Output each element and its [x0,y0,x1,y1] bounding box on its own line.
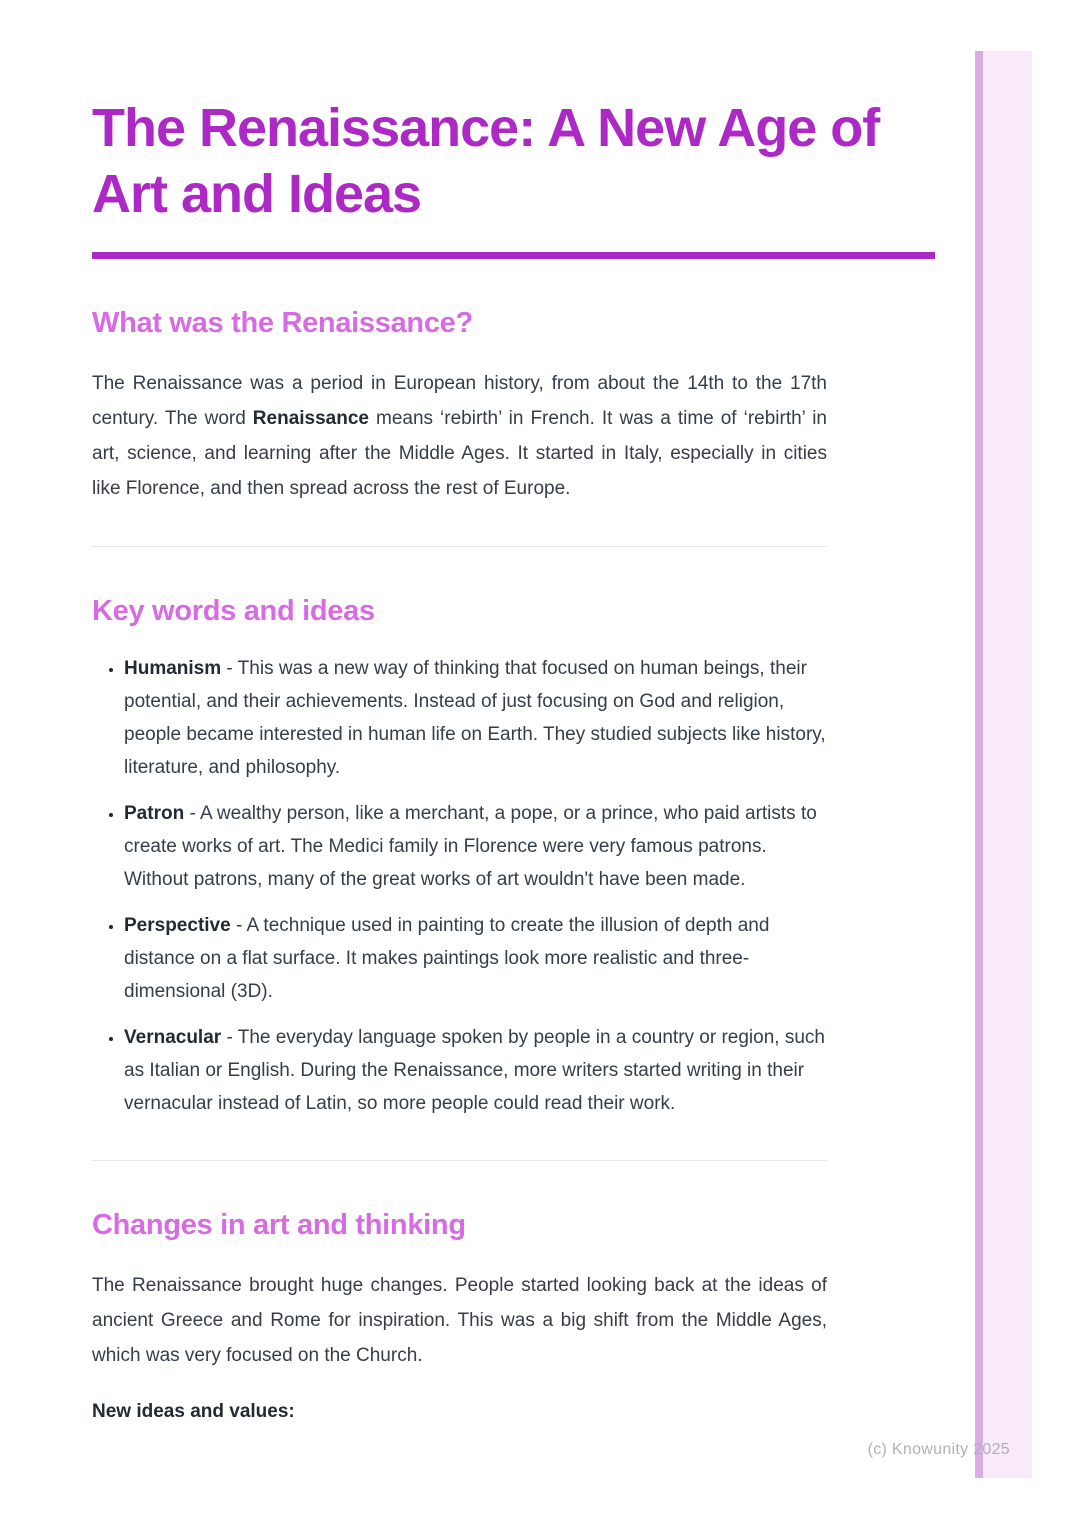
intro-paragraph [92,366,827,506]
section-keywords [92,595,935,1120]
list-item-perspective [124,909,827,1008]
list-item-vernacular [124,1021,827,1120]
intro-bold-term: Renaissance [252,407,369,429]
title-rule [92,252,935,259]
keyword-list [92,652,827,1120]
keyword-text: - A wealthy person, like a merchant, a pope, or a prince, who paid artists to create works of art. The Medici family in Florence were very famous patrons. Without patrons, many of the great works of art wouldn't have been made. [124,802,817,890]
section-intro [92,307,935,506]
list-item-humanism [124,652,827,784]
keyword-text: - The everyday language spoken by people in a country or region, such as Italian or English. During the Renaissance, more writers started writing in their vernacular instead of Latin, so more people could read their work. [124,1026,825,1114]
section-heading-intro: What was the Renaissance? [92,306,473,339]
section-divider-1 [92,546,827,547]
watermark: (c) Knowunity 2025 [867,1441,1010,1458]
section-changes [92,1209,935,1428]
side-stripe [975,51,1032,1478]
list-item-patron [124,797,827,896]
keyword-term: Patron [124,802,185,824]
section-heading-changes: Changes in art and thinking [92,1208,466,1241]
keyword-term: Humanism [124,657,222,679]
section-divider-2 [92,1160,827,1161]
intro-text-after: means ‘rebirth’ in French. It was a time of ‘rebirth’ in art, science, and learning after the Middle Ages. It started in Italy, especially in cities like Florence, and then spread across the rest of Europe. [92,407,827,499]
section-heading-keywords: Key words and ideas [92,594,375,627]
keyword-term: Perspective [124,914,231,936]
intro-text-before: The Renaissance was a period in European history, from about the 14th to the 17th century. The word [92,372,827,429]
keyword-text: - This was a new way of thinking that focused on human beings, their potential, and their achievements. Instead of just focusing on God and religion, people became interested in human life on Earth. They studied subjects like history, literature, and philosophy. [124,657,826,778]
changes-subheading: New ideas and values: [92,1400,295,1422]
keyword-term: Vernacular [124,1026,222,1048]
keyword-text: - A technique used in painting to create the illusion of depth and distance on a flat surface. It makes paintings look more realistic and three-dimensional (3D). [124,914,770,1002]
document-content [92,0,935,1428]
changes-paragraph: The Renaissance brought huge changes. People started looking back at the ideas of ancient Greece and Rome for inspiration. This was a big shift from the Middle Ages, which was very focused on the Church. [92,1274,827,1366]
page-title: The Renaissance: A New Age of Art and Ideas [92,98,880,224]
